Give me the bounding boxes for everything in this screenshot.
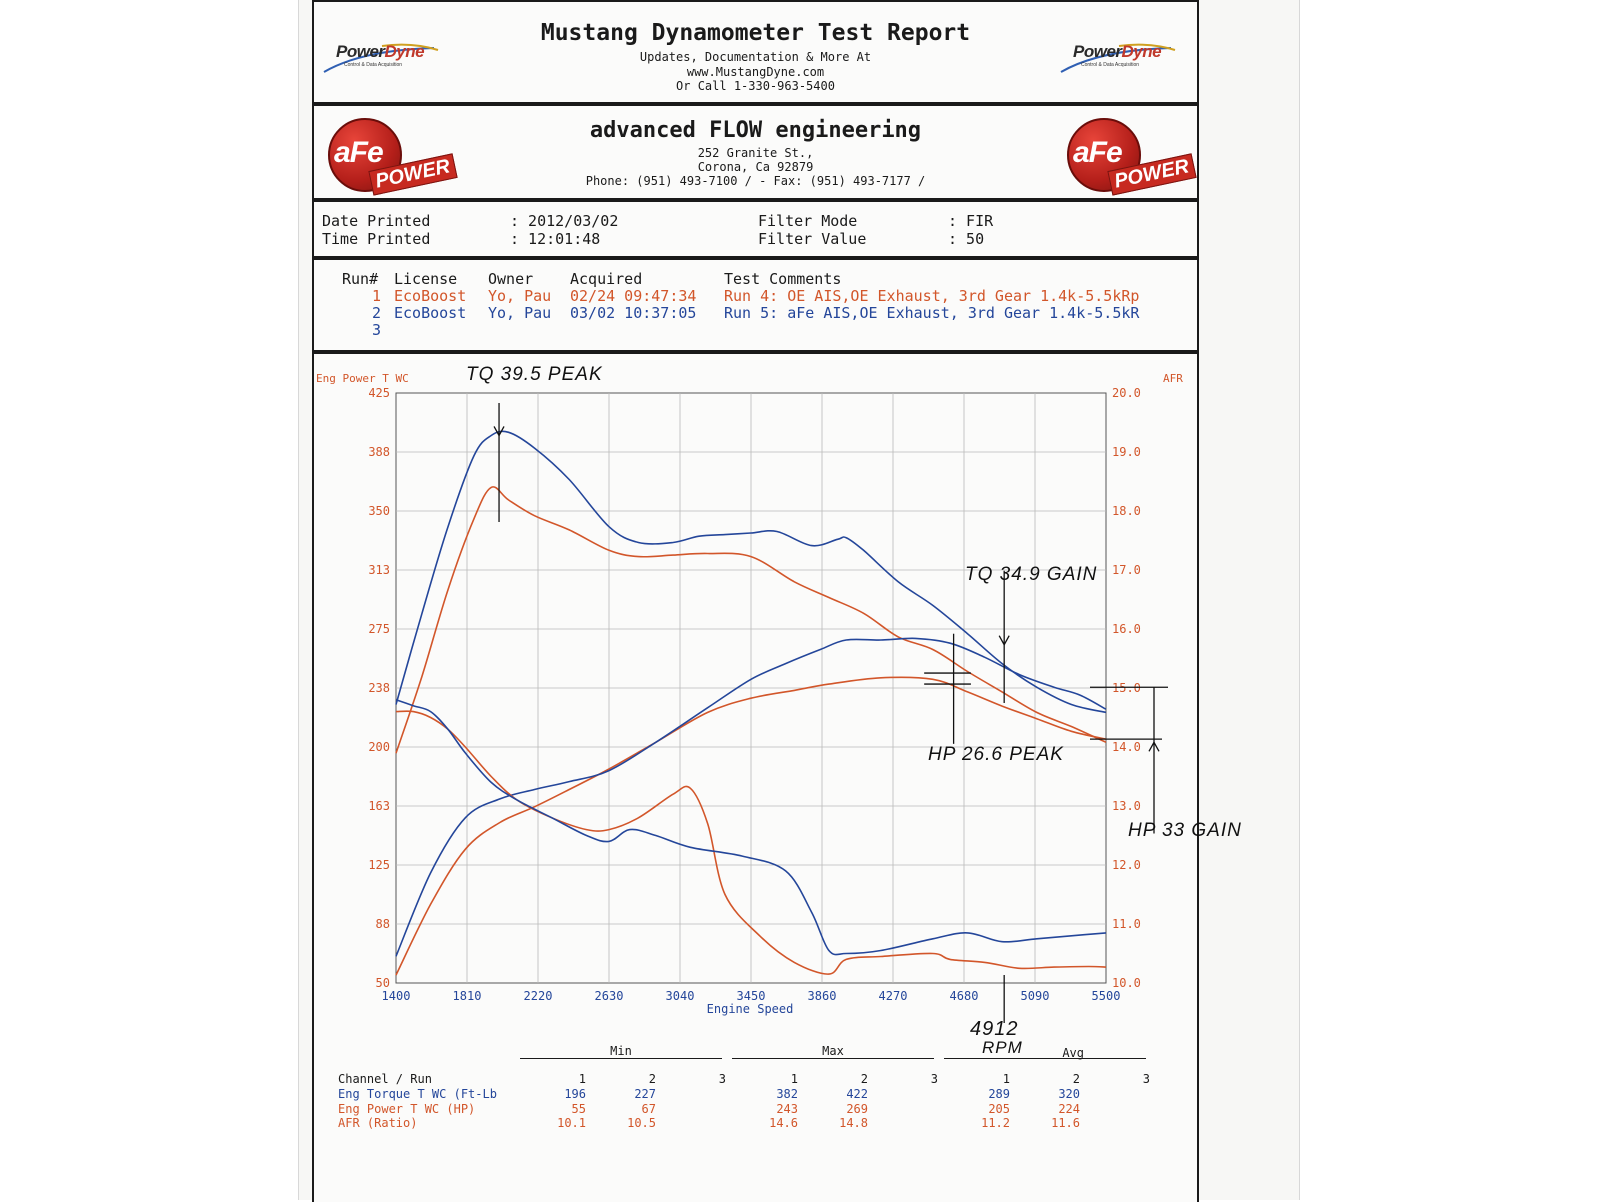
- stats-group-min: Min: [610, 1044, 632, 1058]
- stats-cell: 55: [571, 1101, 586, 1116]
- left-tick-label: 50: [375, 976, 390, 990]
- runs-header-run: Run#: [342, 270, 379, 288]
- right-tick-label: 14.0: [1112, 740, 1141, 754]
- stats-cell: 205: [988, 1101, 1010, 1116]
- x-tick-label: 3860: [807, 989, 837, 1003]
- left-tick-label: 313: [368, 563, 390, 577]
- left-tick-label: 163: [368, 799, 390, 813]
- run-owner: Yo, Pau: [488, 287, 552, 305]
- x-tick-label: 5090: [1020, 989, 1050, 1003]
- annotation-hp-peak: HP 26.6 PEAK: [928, 744, 1064, 765]
- stats-cell: 11.2: [981, 1116, 1010, 1130]
- annotation-tq-gain: TQ 34.9 GAIN: [965, 564, 1098, 585]
- stats-run-header: 3: [1142, 1072, 1150, 1086]
- stats-cell: 224: [1058, 1101, 1080, 1116]
- stats-cell: 14.8: [839, 1116, 868, 1130]
- run-comments: Run 5: aFe AIS,OE Exhaust, 3rd Gear 1.4k-5.5kR: [724, 304, 1140, 322]
- afe-logo-power: POWER: [1107, 153, 1196, 195]
- chart-grid: [396, 393, 1106, 983]
- filter-value-label: Filter Value: [758, 230, 867, 248]
- stats-run-header: 2: [648, 1072, 656, 1086]
- header-line-2: www.MustangDyne.com: [686, 65, 825, 79]
- run-num: 3: [372, 321, 382, 339]
- left-tick-label: 200: [368, 740, 390, 754]
- header-line-3: Or Call 1-330-963-5400: [676, 79, 835, 93]
- stats-cell: 10.5: [627, 1116, 656, 1130]
- stats-channel-header: Channel / Run: [338, 1072, 432, 1086]
- afe-logo-power: POWER: [368, 153, 457, 195]
- stats-run-header: 1: [1002, 1072, 1010, 1086]
- right-tick-label: 10.0: [1112, 976, 1141, 990]
- right-tick-label: 15.0: [1112, 681, 1141, 695]
- right-axis-label: AFR: [1163, 372, 1183, 385]
- x-tick-label: 3450: [736, 989, 766, 1003]
- stats-cell: 227: [634, 1087, 656, 1101]
- x-axis-label: Engine Speed: [706, 1002, 794, 1016]
- stats-cell: 67: [641, 1101, 656, 1116]
- report-title: Mustang Dynamometer Test Report: [540, 20, 971, 46]
- annotation-rpm-value: 4912: [970, 1018, 1019, 1040]
- left-tick-label: 125: [368, 858, 390, 872]
- left-tick-label: 388: [368, 445, 390, 459]
- company-phone: Phone: (951) 493-7100 / - Fax: (951) 493-7177 /: [585, 174, 926, 188]
- run-num: 1: [372, 287, 382, 305]
- filter-mode-value: : FIR: [948, 212, 994, 230]
- annotation-tq-peak: TQ 39.5 PEAK: [466, 364, 603, 385]
- stats-cell: 14.6: [769, 1116, 798, 1130]
- time-printed-label: Time Printed: [322, 230, 431, 248]
- header-line-1: Updates, Documentation & More At: [639, 50, 872, 64]
- annotation-hp-gain: HP 33 GAIN: [1128, 820, 1242, 841]
- stats-run-header: 3: [930, 1072, 938, 1086]
- stats-group-avg: Avg: [1062, 1046, 1084, 1060]
- left-tick-label: 88: [375, 917, 390, 931]
- right-tick-label: 12.0: [1112, 858, 1141, 872]
- run-acquired: 03/02 10:37:05: [570, 304, 697, 322]
- company-address-2: Corona, Ca 92879: [697, 160, 814, 174]
- company-address-1: 252 Granite St.,: [697, 146, 814, 160]
- stats-cell: 382: [776, 1087, 798, 1101]
- run-license: EcoBoost: [394, 304, 467, 322]
- runs-header-owner: Owner: [488, 270, 534, 288]
- right-tick-label: 19.0: [1112, 445, 1141, 459]
- stats-cell: 243: [776, 1101, 798, 1116]
- right-tick-label: 18.0: [1112, 504, 1141, 518]
- run-num: 2: [372, 304, 382, 322]
- stats-run-header: 2: [1072, 1072, 1080, 1086]
- powerdyne-tagline: Control & Data Acquisition: [1081, 62, 1140, 68]
- left-tick-label: 275: [368, 622, 390, 636]
- company-name: advanced FLOW engineering: [589, 118, 922, 143]
- left-tick-label: 425: [368, 386, 390, 400]
- stats-cell: 422: [846, 1087, 868, 1101]
- powerdyne-word-b: Dyne: [1121, 42, 1162, 61]
- run-owner: Yo, Pau: [488, 304, 552, 322]
- time-printed-value: : 12:01:48: [510, 230, 601, 248]
- powerdyne-word-a: Power: [336, 42, 385, 61]
- stats-cell: 320: [1058, 1087, 1080, 1101]
- x-tick-label: 3040: [665, 989, 695, 1003]
- x-tick-label: 2630: [594, 989, 624, 1003]
- stats-group-max: Max: [822, 1044, 844, 1058]
- filter-value-value: : 50: [948, 230, 985, 248]
- right-tick-label: 16.0: [1112, 622, 1141, 636]
- stats-run-header: 1: [578, 1072, 586, 1086]
- left-tick-label: 350: [368, 504, 390, 518]
- stats-cell: 289: [988, 1087, 1010, 1101]
- right-tick-label: 11.0: [1112, 917, 1141, 931]
- stats-cell: 196: [564, 1087, 586, 1101]
- x-tick-label: 2220: [523, 989, 553, 1003]
- date-printed-value: : 2012/03/02: [510, 212, 619, 230]
- stats-channel-label: Eng Power T WC (HP): [338, 1101, 476, 1116]
- afe-logo-word: aFe: [1073, 136, 1122, 169]
- filter-mode-label: Filter Mode: [758, 212, 858, 230]
- left-axis-label: Eng Power T WC: [316, 372, 409, 385]
- right-tick-label: 20.0: [1112, 386, 1141, 400]
- stats-cell: 269: [846, 1101, 868, 1116]
- stats-run-header: 3: [718, 1072, 726, 1086]
- run-license: EcoBoost: [394, 287, 467, 305]
- x-tick-label: 1400: [381, 989, 411, 1003]
- afe-logo-word: aFe: [334, 136, 383, 169]
- stats-cell: 11.6: [1051, 1116, 1080, 1130]
- powerdyne-word-b: Dyne: [384, 42, 425, 61]
- date-printed-label: Date Printed: [322, 212, 431, 230]
- annotation-rpm-unit: RPM: [982, 1038, 1023, 1057]
- runs-header-comments: Test Comments: [724, 270, 842, 288]
- x-tick-label: 4680: [949, 989, 979, 1003]
- x-tick-label: 5500: [1091, 989, 1121, 1003]
- runs-header-acquired: Acquired: [570, 270, 643, 288]
- right-tick-label: 13.0: [1112, 799, 1141, 813]
- stats-channel-label: Eng Torque T WC (Ft-Lb: [338, 1087, 497, 1101]
- stats-cell: 10.1: [557, 1116, 586, 1130]
- x-tick-label: 1810: [452, 989, 482, 1003]
- stats-run-header: 2: [860, 1072, 868, 1086]
- x-tick-label: 4270: [878, 989, 908, 1003]
- powerdyne-word-a: Power: [1073, 42, 1122, 61]
- stats-run-header: 1: [790, 1072, 798, 1086]
- run-acquired: 02/24 09:47:34: [570, 287, 697, 305]
- powerdyne-tagline: Control & Data Acquisition: [344, 62, 403, 68]
- right-tick-label: 17.0: [1112, 563, 1141, 577]
- runs-header-license: License: [394, 270, 458, 288]
- left-tick-label: 238: [368, 681, 390, 695]
- stats-channel-label: AFR (Ratio): [338, 1116, 418, 1130]
- run-comments: Run 4: OE AIS,OE Exhaust, 3rd Gear 1.4k-5.5kRp: [724, 287, 1140, 305]
